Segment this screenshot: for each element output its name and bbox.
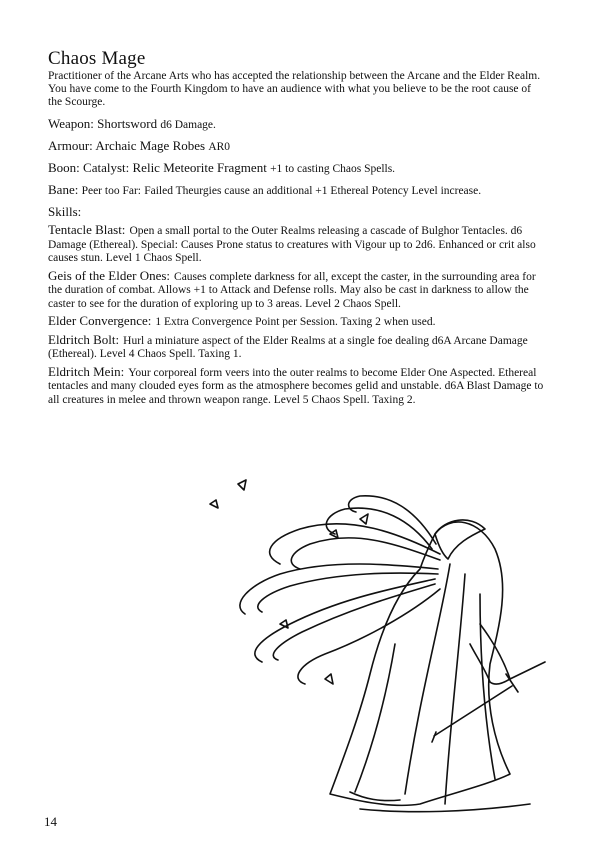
armour-detail: AR0 (208, 141, 231, 153)
boon-line (48, 160, 546, 177)
bane-name: Peer too Far: (81, 185, 141, 197)
mage-arm (470, 624, 510, 684)
bane-label: Bane: (48, 182, 79, 197)
armour-name: Archaic Mage Robes (95, 138, 206, 153)
bane-detail: Failed Theurgies cause an additional +1 Ethereal Potency Level increase. (144, 185, 482, 197)
chaos-mage-illustration (150, 474, 550, 824)
intro-text: Practitioner of the Arcane Arts who has accepted the relationship between the Arcane and the Elder Realm. You have come to the Fourth Kingdom to have an audience with what you believe to be the root cause of the Scourge. (48, 70, 541, 108)
weapon-label: Weapon: (48, 116, 94, 131)
armour-label: Armour: (48, 138, 93, 153)
skill-name: Eldritch Mein: (48, 363, 125, 379)
boon-name: Catalyst: Relic Meteorite Fragment (83, 160, 267, 175)
skill-name: Elder Convergence: (48, 313, 152, 328)
skill-desc: Causes complete darkness for all, except the caster, in the surrounding area for the duration of combat. Allows +1 to Attack and Defense rolls. May also be cast in darkness to allow the caster to see for the duration of exploring up to 3 areas. Level 2 Chaos Spell. (48, 270, 536, 310)
tentacle-2 (240, 564, 438, 614)
boon-detail: +1 to casting Chaos Spells. (270, 163, 396, 175)
skill-name: Geis of the Elder Ones: (48, 267, 171, 283)
weapon-line (48, 116, 546, 133)
skill-desc: Hurl a miniature aspect of the Elder Realms at a single foe dealing d6A Arcane Damage (Ethereal). Level 4 Chaos Spell. Taxing 1. (48, 334, 528, 360)
skill-name: Eldritch Bolt: (48, 331, 120, 347)
skill-entry (48, 363, 546, 407)
skill-entry (48, 267, 546, 311)
bane-line (48, 182, 546, 199)
tentacle-5 (298, 589, 440, 684)
skill-desc: Your corporeal form veers into the outer realms to become Elder One Aspected. Ethereal tentacles and many clouded eyes form as the atmosphere becomes gelid and unstable. d6A Blast Damage to all creatures in melee and thrown weapon range. Level 5 Chaos Spell. Taxing 2. (48, 366, 544, 406)
skill-entry (48, 224, 546, 265)
skill-desc: 1 Extra Convergence Point per Session. Taxing 2 when used. (155, 316, 436, 328)
skills-heading: Skills: (48, 204, 82, 219)
skill-name: Tentacle Blast: (48, 222, 126, 237)
boon-label: Boon: (48, 160, 80, 175)
skill-entry (48, 315, 546, 329)
page-title: Chaos Mage (48, 48, 146, 69)
page-content (48, 48, 546, 411)
skill-desc: Open a small portal to the Outer Realms releasing a cascade of Bulghor Tentacles. d6 Damage (Ethereal). Special: Causes Prone status to creatures with Vigour up to 2d6. Enhanced or crit also causes stun. Level 1 Chaos Spell. (48, 225, 536, 264)
weapon-detail: d6 Damage. (160, 119, 216, 131)
armour-line (48, 138, 546, 155)
skills-list (48, 224, 546, 406)
mage-hood (435, 520, 485, 559)
weapon-name: Shortsword (97, 116, 158, 131)
skill-entry (48, 331, 546, 361)
page-number: 14 (44, 814, 57, 829)
debris (210, 480, 368, 684)
